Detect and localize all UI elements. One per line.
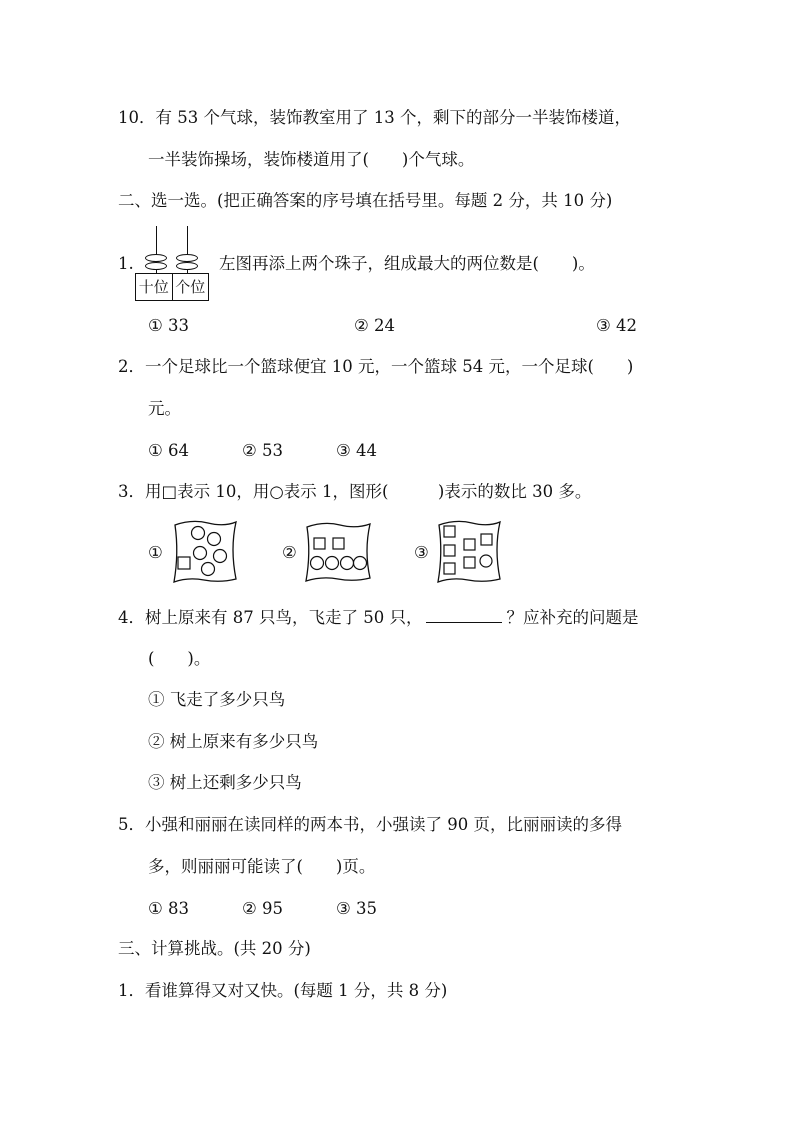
s2-q4-line1-part-a: 4．树上原来有 87 只鸟，飞走了 50 只， [118, 608, 423, 627]
s2-q5-line2: 多，则丽丽可能读了( )页。 [148, 857, 376, 876]
s2-q5-option-2: ② 95 [242, 899, 284, 918]
s2-q2-option-3: ③ 44 [336, 441, 378, 460]
s2-q4-line1 [118, 607, 638, 628]
s2-q2-option-2: ② 53 [242, 441, 284, 460]
s2-q4-line2: ( )。 [148, 649, 211, 668]
s2-q1-option-1: ① 33 [148, 316, 190, 335]
s2-q5-option-3: ③ 35 [336, 899, 378, 918]
s2-q3-option-1-figure [170, 519, 240, 585]
section2-title: 二、选一选。(把正确答案的序号填在括号里。每题 2 分，共 10 分) [118, 191, 613, 210]
s2-q1-number: 1. [118, 254, 134, 273]
s2-q3-option-1-mark: ① [148, 543, 163, 562]
s2-q1-option-2: ② 24 [354, 316, 396, 335]
q10-line1: 10．有 53 个气球，装饰教室用了 13 个，剩下的部分一半装饰楼道， [118, 108, 631, 127]
s2-q1-option-3: ③ 42 [596, 316, 638, 335]
s2-q1-text: 左图再添上两个珠子，组成最大的两位数是( )。 [219, 254, 595, 273]
s2-q5-line1: 5．小强和丽丽在读同样的两本书，小强读了 90 页，比丽丽读的多得 [118, 815, 622, 834]
s2-q3-option-3-mark: ③ [414, 543, 429, 562]
s2-q5-option-1: ① 83 [148, 899, 190, 918]
answer-blank[interactable] [426, 607, 502, 623]
s2-q2-option-1: ① 64 [148, 441, 190, 460]
abacus-bead [176, 262, 198, 270]
abacus-place-labels [135, 273, 209, 301]
abacus-bead [145, 262, 167, 270]
abacus-bead [176, 254, 198, 262]
s2-q3-option-2-figure [302, 521, 374, 583]
s2-q4-option-3: ③ 树上还剩多少只鸟 [148, 773, 302, 792]
s2-q4-option-2: ② 树上原来有多少只鸟 [148, 732, 319, 751]
s2-q4-line1-part-b: ？应补充的问题是 [506, 608, 639, 627]
section3-title: 三、计算挑战。(共 20 分) [118, 939, 311, 958]
abacus-bead [145, 254, 167, 262]
s2-q4-option-1: ① 飞走了多少只鸟 [148, 690, 286, 709]
s3-q1-text: 1．看谁算得又对又快。(每题 1 分，共 8 分) [118, 981, 448, 1000]
s2-q2-line1: 2．一个足球比一个篮球便宜 10 元，一个篮球 54 元，一个足球( ) [118, 357, 634, 376]
abacus-label-ones: 个位 [175, 278, 206, 296]
q10-line2: 一半装饰操场，装饰楼道用了( )个气球。 [148, 150, 475, 169]
s2-q3-option-3-figure [434, 519, 504, 585]
abacus-label-tens: 十位 [136, 274, 173, 300]
s2-q3-text: 3．用□表示 10，用○表示 1，图形( )表示的数比 30 多。 [118, 482, 592, 501]
s2-q3-option-2-mark: ② [282, 543, 297, 562]
s2-q2-line2: 元。 [148, 399, 181, 418]
